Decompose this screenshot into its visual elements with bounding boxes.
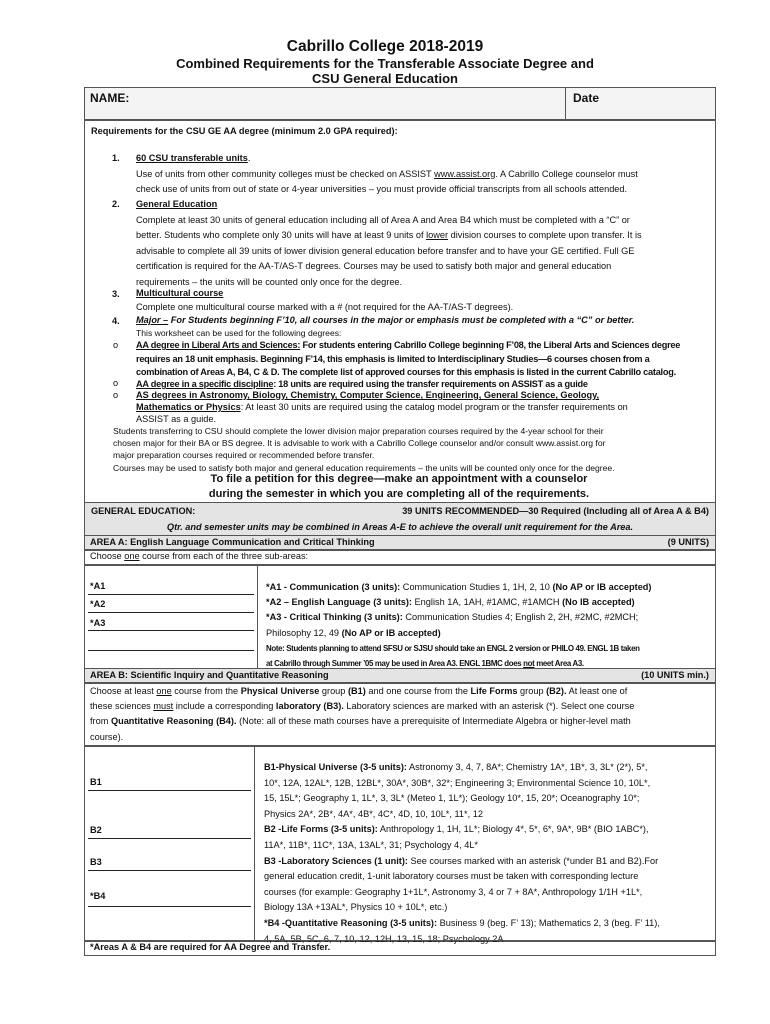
item-3-title: Multicultural course bbox=[136, 288, 224, 298]
bullet-2-mark: o bbox=[113, 378, 119, 388]
b-instr-physical: Physical Universe bbox=[240, 686, 320, 696]
transfer-line-3: major preparation courses required or recommended before transfer. bbox=[113, 450, 375, 461]
item-1 bbox=[136, 151, 696, 198]
item-2-line-2b: division courses to complete upon transfer. It is bbox=[448, 230, 642, 241]
a1-write-line[interactable] bbox=[88, 594, 254, 595]
a3-body: Communication Studies 4; English 2, 2H, #2MC, #2MCH; bbox=[402, 612, 639, 623]
bullet-3-mark: o bbox=[113, 390, 119, 400]
item-2-line-3: advisable to complete all 39 units of lower division general education before transfer and to have your GE certified. Full GE bbox=[136, 245, 635, 256]
b4-label: *B4 bbox=[90, 891, 106, 901]
ge-units: 39 UNITS RECOMMENDED—30 Required (Including all of Area A & B4) bbox=[402, 506, 709, 516]
a3-head: *A3 - Critical Thinking (3 units): bbox=[266, 612, 403, 623]
bullet-2-title: AA degree in a specific discipline bbox=[136, 379, 274, 389]
a2-head: *A2 – English Language (3 units): bbox=[266, 597, 412, 608]
a3-label: *A3 bbox=[90, 618, 106, 628]
a2-tail: (No IB accepted) bbox=[562, 597, 635, 608]
b3-line-3: courses (for example: Geography 1+1L*, Astronomy 3, 4 or 7 + 8A*, Anthropology 1/1H +1L*, bbox=[264, 886, 643, 897]
b-instr-1a: Choose at least bbox=[90, 686, 157, 696]
item-1-text-b: . A Cabrillo College counselor must bbox=[495, 168, 638, 179]
item-1-period: . bbox=[247, 153, 251, 163]
a2-write-line[interactable] bbox=[88, 612, 254, 613]
bullet-3-rest: : At least 30 units are required using the catalog model program or the transfer requirements on bbox=[240, 402, 628, 412]
b1-line-2: 10*, 12A, 12AL*, 12B, 12BL*, 30A*, 30B*, 32*; Engineering 3; Environmental Science 10, 10L*, bbox=[264, 777, 651, 788]
item-4-number: 4. bbox=[112, 316, 120, 326]
b-instr-2b: include a corresponding bbox=[173, 701, 276, 712]
b4-write-line[interactable] bbox=[88, 906, 251, 907]
b3-write-line[interactable] bbox=[88, 870, 251, 871]
item-3-number: 3. bbox=[112, 289, 120, 299]
b-instr-lifeforms: Life Forms bbox=[470, 686, 518, 696]
b-instr-qr: Quantitative Reasoning (B4). bbox=[110, 716, 237, 727]
bullet-1 bbox=[136, 339, 706, 380]
page-subtitle-2: CSU General Education bbox=[312, 71, 458, 86]
item-2-line-2a: better. Students who complete only 30 units will have at least 9 units of bbox=[136, 230, 427, 241]
ge-note: Qtr. and semester units may be combined in Areas A-E to achieve the overall unit requirement for the Area. bbox=[166, 522, 634, 532]
b1-write-line[interactable] bbox=[88, 790, 251, 791]
name-label: NAME: bbox=[90, 91, 130, 105]
a3-line-2a: Philosophy 12, 49 bbox=[266, 627, 342, 638]
area-a-note bbox=[266, 641, 712, 671]
item-1-text-c: check use of units from out of state or 4-year universities – you must provide official transcripts from all schools attended. bbox=[136, 184, 628, 195]
b3-line-4: Biology 13A +13AL*, Physics 10 + 10L*, etc.) bbox=[264, 902, 448, 913]
a1-body: Communication Studies 1, 1H, 2, 10 bbox=[400, 582, 553, 592]
a1-head: *A1 - Communication (3 units): bbox=[266, 582, 401, 592]
bullet-2-rest: : 18 units are required using the transfer requirements on ASSIST as a guide bbox=[273, 379, 588, 389]
item-4 bbox=[136, 314, 696, 340]
a3-write-line[interactable] bbox=[88, 630, 254, 631]
item-2-line-5: requirements – the units will be counted only once for the degree. bbox=[136, 276, 403, 287]
item-1-title: 60 CSU transferable units bbox=[136, 153, 248, 163]
item-2-lower: lower bbox=[426, 230, 449, 241]
b-instr-1d: and one course from the bbox=[365, 686, 471, 696]
item-1-text-a: Use of units from other community colleges must be checked on ASSIST bbox=[136, 168, 435, 179]
item-2-line-1: Complete at least 30 units of general education including all of Area A and Area B4 which must be completed with a “C” or bbox=[136, 214, 630, 225]
area-a-instr-b: course from each of the three sub-areas: bbox=[139, 551, 309, 561]
general-education-header bbox=[84, 502, 716, 537]
transfer-line-4: Courses may be used to satisfy both major and general education requirements – the units will be counted only once for the degree. bbox=[113, 462, 615, 473]
footer-note: *Areas A & B4 are required for AA Degree and Transfer. bbox=[90, 942, 331, 952]
b-instr-1f: At least one of bbox=[566, 686, 628, 696]
bullet-1-title: AA degree in Liberal Arts and Sciences: bbox=[136, 340, 301, 350]
bullet-1-line-2: requires an 18 unit emphasis. Beginning F’14, this emphasis is limited to Interdisciplinary Studies—6 courses chosen from a bbox=[136, 353, 650, 364]
b-instr-3a: from bbox=[90, 716, 111, 727]
area-a-title: AREA A: English Language Communication and Critical Thinking bbox=[90, 537, 375, 547]
area-a-divider bbox=[257, 565, 258, 669]
a3-line-2b: (No AP or IB accepted) bbox=[341, 627, 441, 638]
item-2 bbox=[136, 197, 696, 291]
area-a-instructions bbox=[90, 551, 308, 561]
b-instr-b1: (B1) bbox=[347, 686, 366, 696]
b-instr-b2: (B2). bbox=[546, 686, 567, 696]
a2-label: *A2 bbox=[90, 599, 106, 609]
item-1-number: 1. bbox=[112, 153, 120, 163]
transfer-paragraph bbox=[113, 425, 713, 474]
b3-head: B3 -Laboratory Sciences (1 unit): bbox=[264, 855, 408, 866]
a1-tail: (No AP or IB accepted) bbox=[552, 582, 652, 592]
area-a-instr-a: Choose bbox=[90, 551, 125, 561]
area-a-courses bbox=[266, 580, 712, 641]
item-4-line-1: This worksheet can be used for the following degrees: bbox=[136, 327, 342, 338]
a-extra-write-line[interactable] bbox=[88, 650, 254, 651]
b-instr-lab: laboratory (B3). bbox=[275, 701, 344, 712]
area-a-note-2b: meet Area A3. bbox=[534, 659, 584, 668]
page-title: Cabrillo College 2018-2019 bbox=[286, 38, 484, 55]
a2-body: English 1A, 1AH, #1AMC, #1AMCH bbox=[412, 597, 563, 608]
date-label: Date bbox=[573, 91, 600, 105]
name-date-box bbox=[84, 87, 716, 121]
name-date-divider bbox=[565, 88, 566, 120]
bullet-1-line-1: For students entering Cabrillo College beginning F’08, the Liberal Arts and Sciences degree bbox=[300, 340, 681, 350]
ge-label: GENERAL EDUCATION: bbox=[91, 506, 196, 516]
b-instr-must: must bbox=[153, 701, 174, 712]
b2-write-line[interactable] bbox=[88, 838, 251, 839]
area-a-note-1: Note: Students planning to attend SFSU or SJSU should take an ENGL 2 version or PHILO 49. ENGL 1B taken bbox=[266, 644, 640, 653]
area-b-units: (10 UNITS min.) bbox=[641, 670, 709, 680]
page-subtitle-1: Combined Requirements for the Transferable Associate Degree and bbox=[176, 56, 594, 71]
b1-line-3: 15, 15L*; Geography 1, 1L*, 3, 3L* (Meteo 1, 1L*); Geology 10*, 15, 20*; Oceanography 10*; bbox=[264, 793, 640, 804]
item-4-rest: For Students beginning F’10, all courses in the major or emphasis must be completed with a “C” or better. bbox=[168, 315, 635, 325]
b-instr-one: one bbox=[156, 686, 172, 696]
item-3 bbox=[136, 287, 696, 314]
footer-box bbox=[84, 940, 716, 956]
area-b-divider bbox=[254, 746, 255, 941]
area-a-instr-one: one bbox=[124, 551, 140, 561]
bullet-3-title-1: AS degrees in Astronomy, Biology, Chemistry, Computer Science, Engineering, General Science, Geology, bbox=[136, 390, 600, 400]
bullet-3-line-3: ASSIST as a guide. bbox=[136, 414, 217, 424]
a1-label: *A1 bbox=[90, 581, 106, 591]
b4-head: *B4 -Quantitative Reasoning (3-5 units): bbox=[264, 917, 438, 928]
b-instr-1b: course from the bbox=[171, 686, 241, 696]
requirements-heading: Requirements for the CSU GE AA degree (minimum 2.0 GPA required): bbox=[91, 126, 398, 136]
b1-head: B1-Physical Universe (3-5 units): bbox=[264, 762, 407, 772]
b4-line-1: Business 9 (beg. F’ 13); Mathematics 2, 3 (beg. F’ 11), bbox=[437, 917, 660, 928]
transfer-line-1: Students transferring to CSU should complete the lower division major preparation courses required by the 4-year school for their bbox=[113, 426, 604, 436]
b1-label: B1 bbox=[90, 777, 102, 787]
item-4-title: Major – bbox=[136, 315, 169, 325]
area-a-note-not: not bbox=[523, 659, 535, 668]
bullet-1-line-3: combination of Areas A, B4, C & D. The complete list of approved courses for this emphasis is listed in the current Cabrillo catalog. bbox=[136, 367, 676, 377]
b2-head: B2 -Life Forms (3-5 units): bbox=[264, 824, 378, 835]
b2-line-1: Anthropology 1, 1H, 1L*; Biology 4*, 5*, 6*, 9A*, 9B* (BIO 1ABC*), bbox=[377, 824, 649, 835]
area-a-units: (9 UNITS) bbox=[667, 537, 709, 547]
b2-line-2: 11A*, 11B*, 11C*, 13A, 13AL*, 31; Psychology 4, 4L* bbox=[264, 839, 479, 850]
b-instr-2a: these sciences bbox=[90, 701, 154, 712]
area-b-courses bbox=[264, 760, 712, 947]
b1-line-1: Astronomy 3, 4, 7, 8A*; Chemistry 1A*, 1B*, 3, 3L* (2*), 5*, bbox=[406, 762, 648, 772]
item-2-line-4: certification is required for the AA-T/AS-T degrees. Courses may be used to satisfy both major and general education bbox=[136, 261, 612, 272]
item-2-title: General Education bbox=[136, 199, 218, 209]
b3-label: B3 bbox=[90, 857, 102, 867]
b3-line-2: general education credit, 1-unit laboratory courses must be taken with corresponding lecture bbox=[264, 871, 639, 882]
b-instr-2c: Laboratory sciences are marked with an asterisk (*). Select one course bbox=[343, 701, 635, 712]
bullet-1-mark: o bbox=[113, 340, 119, 350]
b-instr-4: course). bbox=[90, 731, 124, 742]
petition-line-1: To file a petition for this degree—make an appointment with a counselor bbox=[210, 473, 588, 485]
transfer-line-2: chosen major for their BA or BS degree. It is advisable to work with a Cabrillo College counselor and/or consult www.assist.org for bbox=[113, 438, 606, 449]
petition-line-2: during the semester in which you are completing all of the requirements. bbox=[208, 488, 590, 500]
b2-label: B2 bbox=[90, 825, 102, 835]
b-instr-3b: (Note: all of these math courses have a prerequisite of Intermediate Algebra or higher-level math bbox=[236, 716, 631, 727]
item-3-line-1: Complete one multicultural course marked with a # (not required for the AA-T/AS-T degrees). bbox=[136, 301, 514, 312]
b4-line-2: 4, 5A, 5B, 5C, 6, 7, 10, 12, 12H, 13, 15, 18; Psychology 2A bbox=[264, 933, 504, 944]
item-2-number: 2. bbox=[112, 199, 120, 209]
area-b-title: AREA B: Scientific Inquiry and Quantitative Reasoning bbox=[90, 670, 329, 680]
bullet-3-title-2: Mathematics or Physics bbox=[136, 402, 241, 412]
b-instr-1c: group bbox=[319, 686, 348, 696]
area-b-instructions bbox=[90, 684, 710, 745]
b1-line-4: Physics 2A*, 2B*, 4A*, 4B*, 4C*, 4D, 10, 10L*, 11*, 12 bbox=[264, 808, 483, 819]
bullet-3 bbox=[136, 389, 706, 425]
b-instr-1e: group bbox=[517, 686, 547, 696]
area-a-note-2a: at Cabrillo through Summer ’05 may be used in Area A3. ENGL 1BMC does bbox=[266, 659, 524, 668]
b3-line-1: See courses marked with an asterisk (*under B1 and B2).For bbox=[407, 855, 659, 866]
assist-link[interactable]: www.assist.org bbox=[434, 168, 496, 179]
